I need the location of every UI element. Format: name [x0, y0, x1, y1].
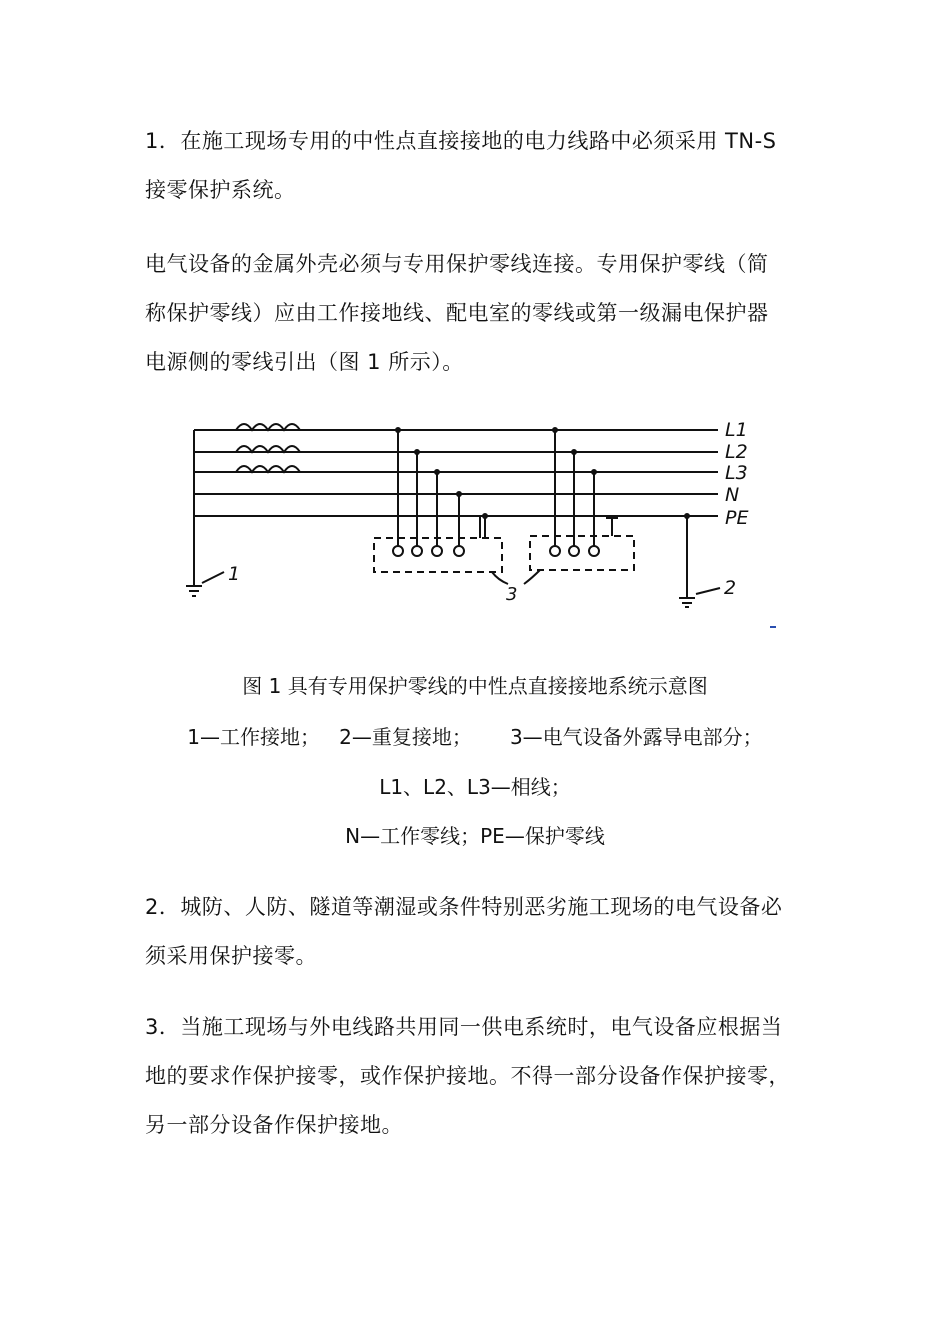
- label-2: 2: [724, 577, 737, 599]
- paragraph-line: 2．城防、人防、隧道等潮湿或条件特别恶劣施工现场的电气设备必: [145, 895, 783, 919]
- label-3: 3: [506, 584, 518, 605]
- figure-legend-2: L1、L2、L3—相线；: [379, 775, 571, 799]
- paragraph-line: 3．当施工现场与外电线路共用同一供电系统时，电气设备应根据当: [145, 1015, 783, 1039]
- paragraph-line: 电气设备的金属外壳必须与专用保护零线连接。专用保护零线（简: [145, 252, 769, 276]
- paragraph-line: 1．在施工现场专用的中性点直接接地的电力线路中必须采用 TN-S: [145, 129, 777, 153]
- figure-legend-3: N—工作零线；PE—保护零线: [345, 824, 605, 848]
- label-l2: L2: [725, 441, 748, 463]
- ground-symbol-icon: [186, 586, 202, 596]
- label-1: 1: [228, 563, 241, 585]
- ground-symbol-icon: [679, 598, 695, 607]
- paragraph-2: [145, 240, 810, 387]
- label-l3: L3: [725, 462, 748, 484]
- paragraph-line: 地的要求作保护接零，或作保护接地。不得一部分设备作保护接零，: [145, 1064, 790, 1088]
- figure-legend-1: 1—工作接地； 2—重复接地； 3—电气设备外露导电部分；: [187, 725, 763, 749]
- equipment-enclosure-2: [530, 536, 634, 570]
- paragraph-line: 电源侧的零线引出（图 1 所示）。: [145, 350, 464, 374]
- label-n: N: [725, 484, 740, 506]
- figure-title: 图 1 具有专用保护零线的中性点直接接地系统示意图: [242, 674, 708, 698]
- paragraph-line: 接零保护系统。: [145, 178, 296, 202]
- paragraph-4: [145, 1003, 810, 1150]
- paragraph-3: [145, 883, 810, 981]
- tn-s-wiring-diagram: [180, 408, 780, 608]
- link-mark: [770, 626, 776, 628]
- paragraph-line: 称保护零线）应由工作接地线、配电室的零线或第一级漏电保护器: [145, 301, 769, 325]
- label-pe: PE: [725, 507, 749, 529]
- label-l1: L1: [725, 419, 748, 441]
- paragraph-line: 另一部分设备作保护接地。: [145, 1113, 403, 1137]
- paragraph-1: [145, 117, 810, 215]
- paragraph-line: 须采用保护接零。: [145, 944, 317, 968]
